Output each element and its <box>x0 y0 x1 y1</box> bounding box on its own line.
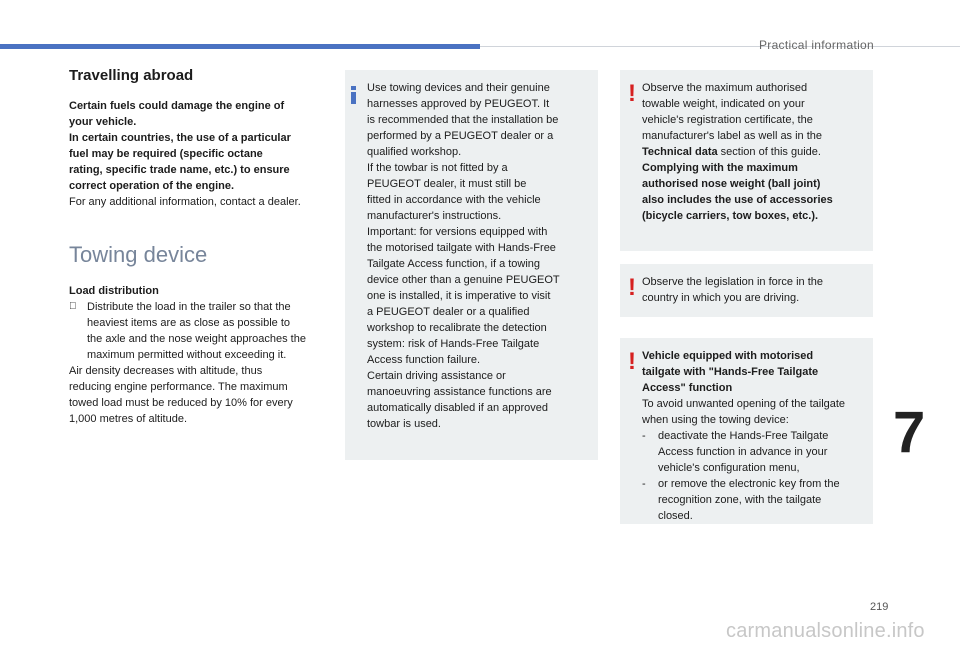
fuel-warning-line: your vehicle. <box>69 116 137 128</box>
info-line: fitted in accordance with the vehicle <box>367 194 541 206</box>
info-line: one is installed, it is imperative to visit <box>367 290 551 302</box>
warning-bold-line: Vehicle equipped with motorised <box>642 350 814 362</box>
dealer-note: For any additional information, contact a dealer. <box>69 196 301 208</box>
travelling-abroad-heading: Travelling abroad <box>69 67 194 84</box>
bullet-line: the axle and the nose weight approaches the <box>87 333 306 345</box>
warning-bold-line: (bicycle carriers, tow boxes, etc.). <box>642 210 819 222</box>
warning-line: Observe the legislation in force in the <box>642 276 823 288</box>
warning-bold-line: Complying with the maximum <box>642 162 798 174</box>
warning-icon: ! <box>628 348 636 375</box>
info-line: is recommended that the installation be <box>367 114 559 126</box>
warning-icon: ! <box>628 80 636 107</box>
info-line: If the towbar is not fitted by a <box>367 162 508 174</box>
warning-text <box>642 274 859 306</box>
warning-text <box>642 348 859 524</box>
dash-item <box>642 476 859 524</box>
info-line: Tailgate Access function, if a towing <box>367 258 541 270</box>
bullet-line: Distribute the load in the trailer so that the <box>87 301 291 313</box>
warning-line: towable weight, indicated on your <box>642 98 805 110</box>
info-line: Use towing devices and their genuine <box>367 82 550 94</box>
info-line: manufacturer's instructions. <box>367 210 502 222</box>
altitude-line: towed load must be reduced by 10% for every <box>69 397 293 409</box>
warning-text <box>642 80 859 224</box>
info-box <box>345 70 598 460</box>
fuel-warning-line: rating, specific trade name, etc.) to ensure <box>69 164 290 176</box>
dash-line: deactivate the Hands-Free Tailgate <box>658 430 829 442</box>
technical-data-ref: Technical data <box>642 146 718 158</box>
info-line: towbar is used. <box>367 418 441 430</box>
info-line: system: risk of Hands-Free Tailgate <box>367 338 540 350</box>
bullet-line: maximum permitted without exceeding it. <box>87 349 287 361</box>
fuel-warning-line: In certain countries, the use of a particular <box>69 132 291 144</box>
dash-line: or remove the electronic key from the <box>658 478 840 490</box>
altitude-line: 1,000 metres of altitude. <box>69 413 188 425</box>
info-line: manoeuvring assistance functions are <box>367 386 552 398</box>
warning-box-towable-weight <box>620 70 873 251</box>
load-distribution-heading: Load distribution <box>69 285 159 297</box>
info-line: automatically disabled if an approved <box>367 402 549 414</box>
warning-box-legislation <box>620 264 873 317</box>
dash-line: Access function in advance in your <box>658 446 828 458</box>
fuel-warning-line: correct operation of the engine. <box>69 180 235 192</box>
dash-line: recognition zone, with the tailgate <box>658 494 822 506</box>
warning-line: country in which you are driving. <box>642 292 800 304</box>
dash-line: vehicle's configuration menu, <box>658 462 800 474</box>
bullet-arrow-icon <box>69 299 87 363</box>
warning-line: Observe the maximum authorised <box>642 82 808 94</box>
towing-device-heading: Towing device <box>69 242 208 267</box>
info-line: the motorised tailgate with Hands-Free <box>367 242 556 254</box>
info-line: qualified workshop. <box>367 146 462 158</box>
warning-icon: ! <box>628 274 636 301</box>
section-title: Practical information <box>758 38 874 52</box>
header-accent-bar <box>0 44 480 49</box>
page-number: 219 <box>870 601 889 613</box>
chapter-number: 7 <box>893 400 926 465</box>
info-line: performed by a PEUGEOT dealer or a <box>367 130 554 142</box>
info-line: a PEUGEOT dealer or a qualified <box>367 306 530 318</box>
info-icon <box>349 86 359 104</box>
left-column <box>69 66 329 427</box>
dash-marker: - <box>642 478 646 490</box>
warning-line <box>642 144 859 160</box>
info-line: harnesses approved by PEUGEOT. It <box>367 98 550 110</box>
dash-marker: - <box>642 430 646 442</box>
warning-bold-line: Access" function <box>642 382 733 394</box>
altitude-line: Air density decreases with altitude, thus <box>69 365 263 377</box>
info-line: device other than a genuine PEUGEOT <box>367 274 560 286</box>
header-rule <box>480 46 960 47</box>
altitude-line: reducing engine performance. The maximum <box>69 381 288 393</box>
bullet-line: heaviest items are as close as possible to <box>87 317 290 329</box>
info-line: workshop to recalibrate the detection <box>367 322 547 334</box>
info-line: Certain driving assistance or <box>367 370 506 382</box>
dash-item <box>642 428 859 476</box>
warning-line: manufacturer's label as well as in the <box>642 130 823 142</box>
warning-line-rest: section of this guide. <box>717 146 821 158</box>
fuel-warning-line: Certain fuels could damage the engine of <box>69 100 285 112</box>
warning-line: when using the towing device: <box>642 414 789 426</box>
info-text <box>367 80 584 432</box>
warning-line: To avoid unwanted opening of the tailgate <box>642 398 846 410</box>
warning-bold-line: authorised nose weight (ball joint) <box>642 178 821 190</box>
info-line: Important: for versions equipped with <box>367 226 548 238</box>
warning-box-motorised-tailgate <box>620 338 873 524</box>
watermark: carmanualsonline.info <box>726 620 925 642</box>
fuel-warning-line: fuel may be required (specific octane <box>69 148 263 160</box>
warning-line: vehicle's registration certificate, the <box>642 114 813 126</box>
info-line: PEUGEOT dealer, it must still be <box>367 178 527 190</box>
load-bullet <box>69 299 329 363</box>
warning-bold-line: tailgate with "Hands-Free Tailgate <box>642 366 819 378</box>
info-line: Access function failure. <box>367 354 481 366</box>
dash-line: closed. <box>658 510 693 522</box>
warning-bold-line: also includes the use of accessories <box>642 194 833 206</box>
